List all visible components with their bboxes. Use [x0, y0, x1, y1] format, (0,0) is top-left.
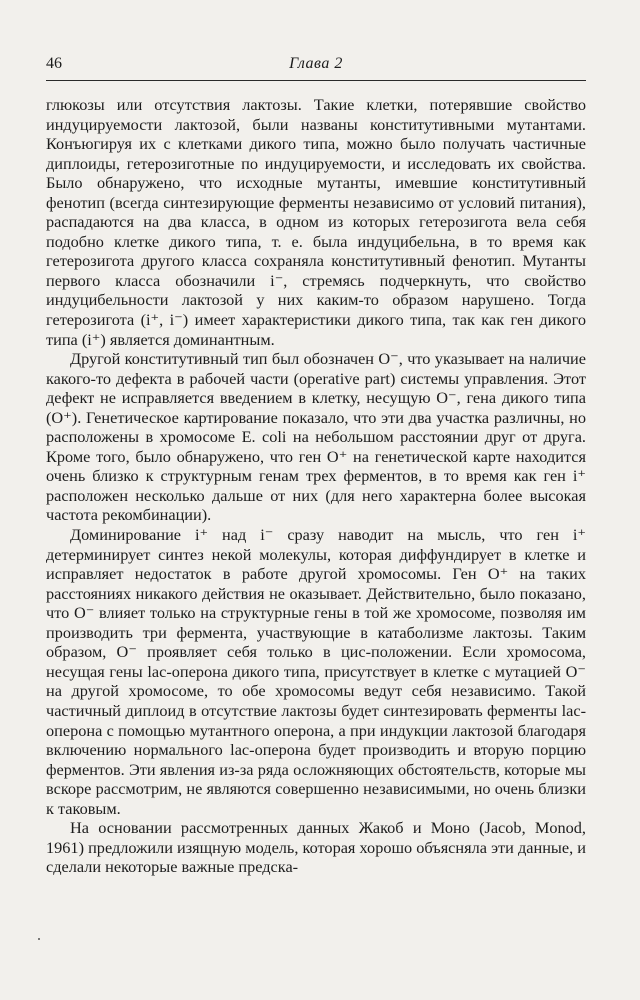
book-page: [46, 54, 586, 877]
chapter-title: Глава 2: [289, 55, 343, 72]
print-speck: [38, 938, 40, 940]
paragraph: Доминирование i⁺ над i⁻ сразу наводит на мысль, что ген i⁺ детерминирует синтез некой молекулы, которая диффундирует в клетке и исправляет недостаток в работе другой хромосомы. Ген O⁺ на таких расстояниях никакого действия не оказывает. Действительно, было показано, что O⁻ влияет только на структурные гены в той же хромосоме, позволяя им производить три фермента, участвующие в катаболизме лактозы. Таким образом, O⁻ проявляет себя только в цис-положении. Если хромосома, несущая гены lac-оперона дикого типа, присутствует в клетке с мутацией O⁻ на другой хромосоме, то обе хромосомы ведут себя независимо. Такой частичный диплоид в отсутствие лактозы будет синтезировать ферменты lac-оперона с помощью мутантного оперона, а при индукции лактозой благодаря включению нормального lac-оперона будет производить и вторую порцию ферментов. Эти явления из-за ряда осложняющих обстоятельств, которые мы вскоре рассмотрим, не являются совершенно независимыми, но очень близки к таковым.: [46, 525, 586, 818]
page-number: 46: [46, 55, 62, 72]
paragraph: На основании рассмотренных данных Жакоб и Моно (Jacob, Monod, 1961) предложили изящную модель, которая хорошо объясняла эти данные, и сделали некоторые важные предска-: [46, 818, 586, 877]
body-text: [46, 95, 586, 877]
header-rule: [46, 80, 586, 81]
paragraph: Другой конститутивный тип был обозначен O⁻, что указывает на наличие какого-то дефекта в рабочей части (operative part) системы управления. Этот дефект не исправляется введением в клетку, несущую O⁻, гена дикого типа (O⁺). Генетическое картирование показало, что эти два участка различны, но расположены в хромосоме E. coli на небольшом расстоянии друг от друга. Кроме того, было обнаружено, что ген O⁺ на генетической карте находится очень близко к структурным генам трех ферментов, в то время как ген i⁺ расположен несколько дальше от них (для него характерна более высокая частота рекомбинации).: [46, 349, 586, 525]
running-head: [46, 54, 586, 78]
paragraph-continued: глюкозы или отсутствия лактозы. Такие клетки, потерявшие свойство индуцируемости лактозой, были названы конститутивными мутантами. Конъюгируя их с клетками дикого типа, можно было получать частичные диплоиды, гетерозиготные по индуцируемости, и исследовать их свойства. Было обнаружено, что исходные мутанты, имевшие конститутивный фенотип (всегда синтезирующие ферменты независимо от условий питания), распадаются на два класса, в одном из которых гетерозигота вела себя подобно клетке дикого типа, т. е. была индуцибельна, в то время как гетерозигота другого класса сохраняла конститутивный фенотип. Мутанты первого класса обозначили i⁻, стремясь подчеркнуть, что свойство индуцибельности лактозой у них каким-то образом нарушено. Тогда гетерозигота (i⁺, i⁻) имеет характеристики дикого типа, так как ген дикого типа (i⁺) является доминантным.: [46, 95, 586, 349]
